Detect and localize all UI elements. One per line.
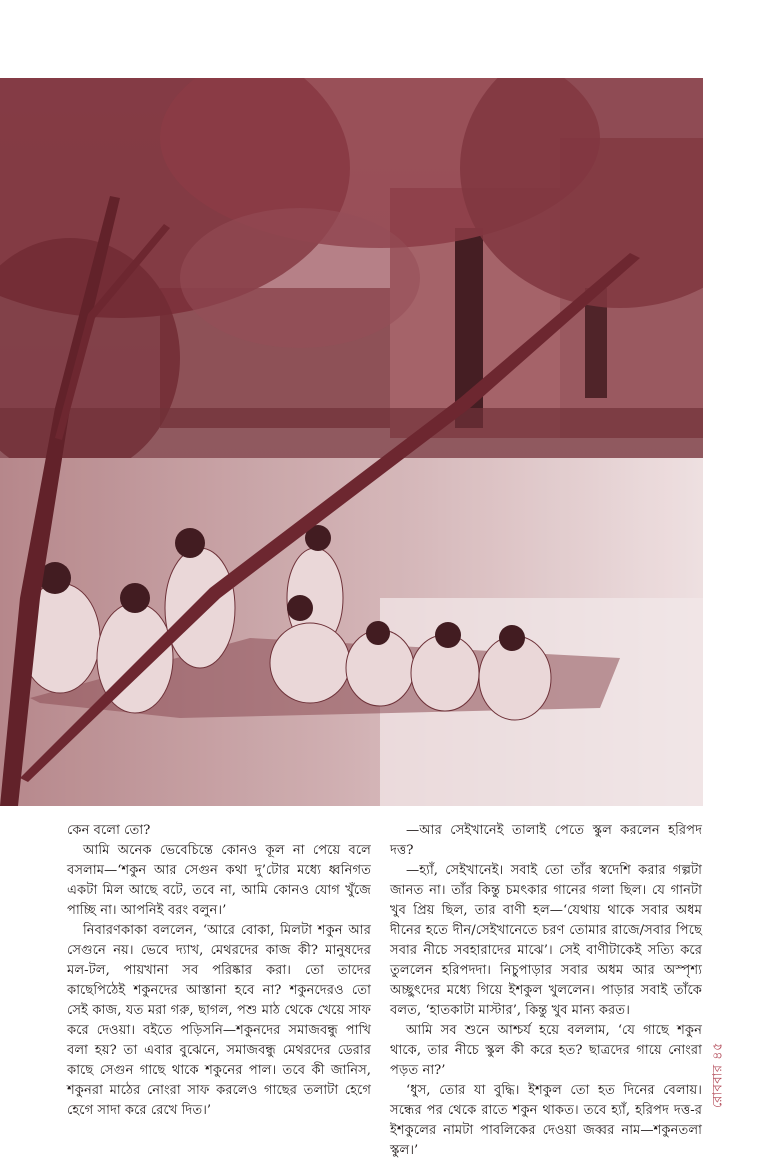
folio-text: রোববার ৪৫ [710, 1041, 726, 1109]
paragraph: ‘ধুস, তোর যা বুদ্ধি। ইশকুল তো হত দিনের বেলায়। সন্ধের পর থেকে রাতে শকুন থাকত। তবে হ্যাঁ, হরিপদ দত্ত-র ইশকুলের নামটা পাবলিকের দেওয়া জব্বর নাম—শকুনতলা স্কুল।’ [390, 1083, 702, 1158]
article-photo [0, 78, 703, 806]
paragraph: —হ্যাঁ, সেইখানেই। সবাই তো তাঁর স্বদেশি করার গল্পটা জানত না। তাঁর কিন্তু চমৎকার গানের গলা ছিল। যে গানটা খুব প্রিয় ছিল, তার বাণী হল—‘যেথায় থাকে সবার অধম দীনের হতে দীন/সেইখানেতে চরণ তোমার রাজে/সবার পিছে সবার নীচে সবহারাদের মাঝে’। সেই বাণীটাকেই সত্যি করে তুললেন হরিপদদা। নিচুপাড়ার সবার অধম আর অস্পৃশ্য অচ্ছুৎদের মধ্যে গিয়ে ইশকুল খুললেন। পাড়ার সবাই তাঁকে বলত, ‘হাতকাটা মাস্টার’, কিন্তু খুব মান্য করত। [390, 863, 702, 1018]
paragraph: —আর সেইখানেই তালাই পেতে স্কুল করলেন হরিপদ দত্ত? [390, 823, 702, 858]
paragraph: নিবারণকাকা বললেন, ‘আরে বোকা, মিলটা শকুন আর সেগুনে নয়। ভেবে দ্যাখ, মেথরদের কাজ কী? মানুষদের মল-টল, পায়খানা সব পরিষ্কার করা। তো তাদের কাছেপিঠেই শকুনদের আস্তানা হবে না? শকুনদেরও তো সেই কাজ, যত মরা গরু, ছাগল, পশু মাঠ থেকে খেয়ে সাফ করে দেওয়া। বইতে পড়িসনি—শকুনদের সমাজবন্ধু পাখি বলা হয়? তা এবার বুঝেনে, সমাজবন্ধু মেথরদের ডেরার কাছে সেগুন গাছে থাকে শকুনের পাল। তবে কী জানিস, শকুনরা মাঠের নোংরা সাফ করলেও গাছের তলাটা হেগে হেগে সাদা করে রেখে দিত।’ [67, 923, 371, 1118]
schoolgirls-under-tree-photo-icon [0, 78, 703, 806]
paragraph: আমি অনেক ভেবেচিন্তে কোনও কূল না পেয়ে বলে বসলাম—‘শকুন আর সেগুন কথা দু’টোর মধ্যে ধ্বনিগত একটা মিল আছে বটে, তবে না, আমি কোনও যোগ খুঁজে পাচ্ছি না। আপনিই বরং বলুন।’ [67, 843, 371, 918]
article-right-column [390, 821, 702, 1161]
paragraph: কেন বলো তো? [67, 823, 151, 838]
article-left-column [67, 821, 371, 1121]
page-folio [706, 1000, 732, 1150]
paragraph: আমি সব শুনে আশ্চর্য হয়ে বললাম, ‘যে গাছে শকুন থাকে, তার নীচে স্কুল কী করে হত? ছাত্রদের গায়ে নোংরা পড়ত না?’ [390, 1023, 702, 1078]
